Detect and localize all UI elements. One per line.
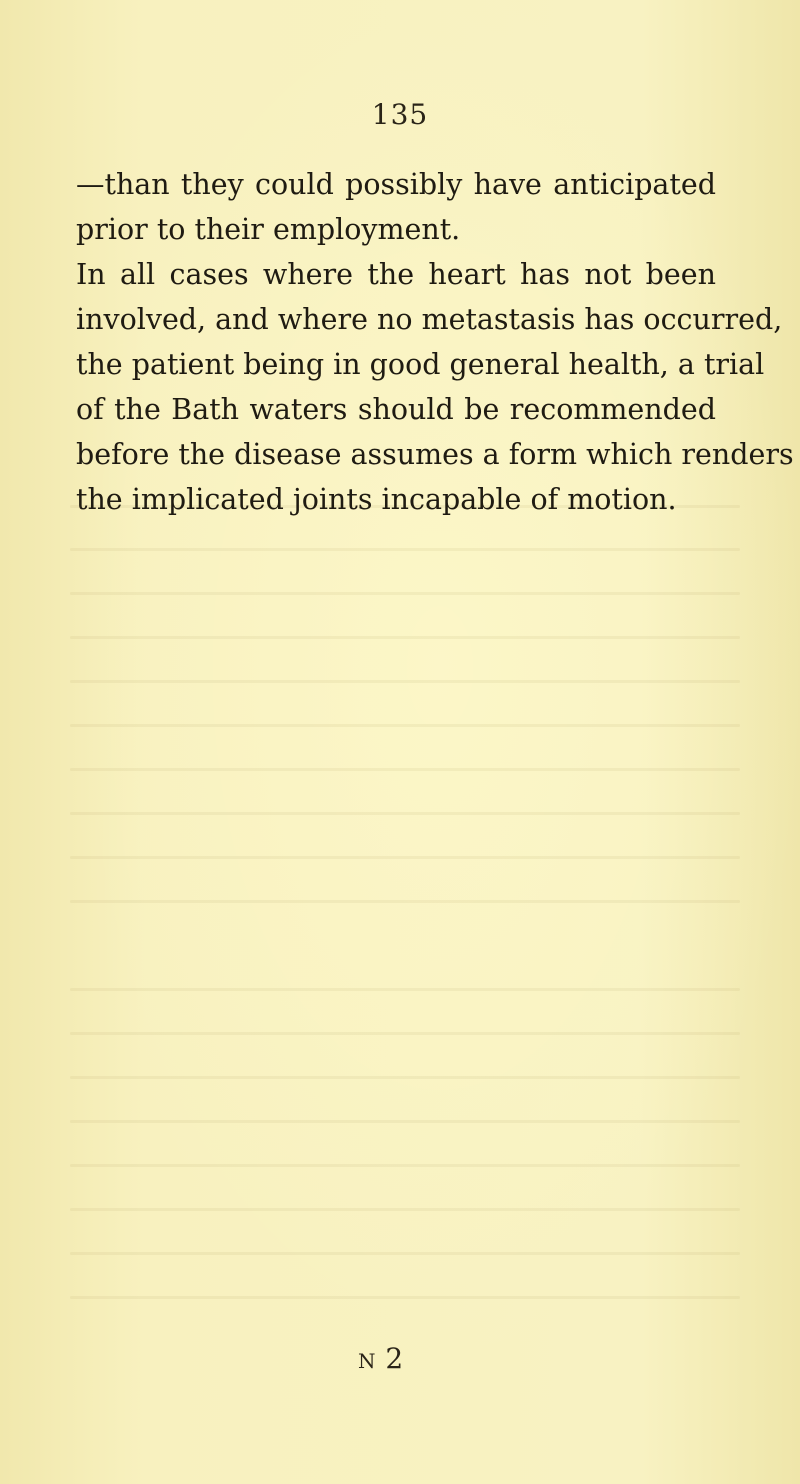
text-line: the implicated joints incapable of motion. [76, 483, 677, 516]
show-through-mark [70, 592, 740, 595]
signature-mark [358, 1342, 403, 1375]
show-through-mark [70, 988, 740, 991]
body-paragraph [76, 162, 794, 522]
show-through-mark [70, 724, 740, 727]
text-line: of the Bath waters should be recommended [76, 393, 716, 426]
signature-letter: N [358, 1349, 377, 1373]
text-line: prior to their employment. [76, 213, 461, 246]
text-line: the patient being in good general health, a trial [76, 348, 765, 381]
text-line: In all cases where the heart has not been [76, 258, 716, 291]
text-line: involved, and where no metastasis has occurred, [76, 303, 783, 336]
show-through-mark [70, 1252, 740, 1255]
show-through-mark [70, 1120, 740, 1123]
show-through-mark [70, 812, 740, 815]
show-through-mark [70, 900, 740, 903]
show-through-mark [70, 680, 740, 683]
show-through-mark [70, 1032, 740, 1035]
show-through-mark [70, 856, 740, 859]
signature-number: 2 [385, 1342, 404, 1375]
show-through-mark [70, 1208, 740, 1211]
show-through-mark [70, 1076, 740, 1079]
show-through-mark [70, 1164, 740, 1167]
page-number: 135 [371, 98, 429, 131]
show-through-mark [70, 1296, 740, 1299]
text-line: before the disease assumes a form which renders [76, 438, 794, 471]
text-line: —than they could possibly have anticipated [76, 168, 716, 201]
show-through-mark [70, 768, 740, 771]
show-through-mark [70, 548, 740, 551]
show-through-mark [70, 636, 740, 639]
